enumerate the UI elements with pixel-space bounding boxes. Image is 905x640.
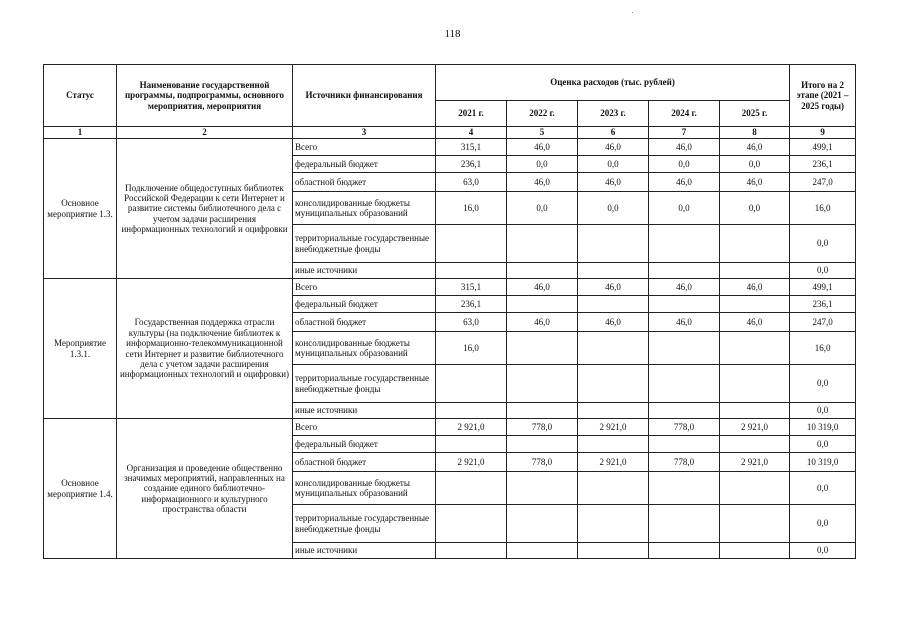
year-value-2024 [649, 263, 720, 279]
year-value-2022 [507, 472, 578, 505]
year-value-2021: 16,0 [436, 192, 507, 225]
year-value-2022: 0,0 [507, 192, 578, 225]
year-value-2022 [507, 436, 578, 453]
row-total: 0,0 [790, 403, 856, 419]
year-value-2024 [649, 332, 720, 365]
year-value-2021: 63,0 [436, 313, 507, 332]
year-value-2025 [720, 332, 790, 365]
year-value-2024 [649, 296, 720, 313]
year-value-2025: 46,0 [720, 313, 790, 332]
funding-source: консолидированные бюджеты муниципальных образований [293, 472, 436, 505]
year-value-2023: 2 921,0 [578, 453, 649, 472]
year-value-2023 [578, 332, 649, 365]
year-value-2023: 46,0 [578, 279, 649, 296]
year-value-2025: 46,0 [720, 173, 790, 192]
funding-source: федеральный бюджет [293, 156, 436, 173]
year-value-2022: 46,0 [507, 139, 578, 156]
column-number: 2 [117, 127, 293, 139]
funding-source: Всего [293, 419, 436, 436]
funding-source: территориальные государственные внебюджетные фонды [293, 365, 436, 403]
funding-source: консолидированные бюджеты муниципальных образований [293, 332, 436, 365]
year-value-2025: 2 921,0 [720, 419, 790, 436]
year-value-2025: 0,0 [720, 192, 790, 225]
funding-source: иные источники [293, 543, 436, 559]
year-value-2022 [507, 365, 578, 403]
table-row [44, 139, 856, 156]
year-value-2025 [720, 472, 790, 505]
year-value-2024 [649, 225, 720, 263]
header-total: Итого на 2 этапе (2021 – 2025 годы) [790, 65, 856, 127]
year-value-2025: 46,0 [720, 139, 790, 156]
year-value-2022: 0,0 [507, 156, 578, 173]
year-value-2023 [578, 543, 649, 559]
block-name: Подключение общедоступных библиотек Российской Федерации к сети Интернет и развитие системы библиотечного дела с учетом задачи расширения информационных технологий и оцифровки [117, 139, 293, 279]
year-value-2022: 46,0 [507, 279, 578, 296]
funding-source: областной бюджет [293, 313, 436, 332]
funding-source: иные источники [293, 403, 436, 419]
year-value-2024 [649, 472, 720, 505]
header-name: Наименование государственной программы, подпрограммы, основного мероприятия, мероприятия [117, 65, 293, 127]
year-value-2024: 0,0 [649, 156, 720, 173]
year-value-2025 [720, 263, 790, 279]
funding-source: Всего [293, 279, 436, 296]
funding-source: территориальные государственные внебюджетные фонды [293, 225, 436, 263]
header-sources: Источники финансирования [293, 65, 436, 127]
year-value-2021 [436, 365, 507, 403]
year-value-2021: 236,1 [436, 156, 507, 173]
year-value-2022 [507, 403, 578, 419]
table-row [44, 419, 856, 436]
year-value-2024 [649, 403, 720, 419]
column-number: 6 [578, 127, 649, 139]
row-total: 10 319,0 [790, 419, 856, 436]
year-value-2021 [436, 225, 507, 263]
column-number-row [44, 127, 856, 139]
budget-table [43, 64, 856, 559]
year-value-2022 [507, 332, 578, 365]
year-value-2022 [507, 296, 578, 313]
year-value-2023: 0,0 [578, 192, 649, 225]
funding-source: консолидированные бюджеты муниципальных образований [293, 192, 436, 225]
year-value-2021 [436, 505, 507, 543]
column-number: 3 [293, 127, 436, 139]
row-total: 236,1 [790, 156, 856, 173]
header-year-2024: 2024 г. [649, 101, 720, 127]
year-value-2021: 63,0 [436, 173, 507, 192]
row-total: 0,0 [790, 263, 856, 279]
page-number: 118 [444, 28, 461, 40]
year-value-2021 [436, 436, 507, 453]
block-status: Основное мероприятие 1.4. [44, 419, 117, 559]
header-year-2022: 2022 г. [507, 101, 578, 127]
year-value-2025: 46,0 [720, 279, 790, 296]
year-value-2021: 315,1 [436, 279, 507, 296]
header-status: Статус [44, 65, 117, 127]
year-value-2024: 778,0 [649, 453, 720, 472]
year-value-2022: 46,0 [507, 173, 578, 192]
year-value-2023: 46,0 [578, 173, 649, 192]
funding-source: областной бюджет [293, 173, 436, 192]
year-value-2024 [649, 365, 720, 403]
column-number: 8 [720, 127, 790, 139]
row-total: 247,0 [790, 313, 856, 332]
year-value-2023: 2 921,0 [578, 419, 649, 436]
year-value-2023 [578, 263, 649, 279]
funding-source: Всего [293, 139, 436, 156]
year-value-2021 [436, 403, 507, 419]
year-value-2025: 0,0 [720, 156, 790, 173]
funding-source: федеральный бюджет [293, 296, 436, 313]
year-value-2023 [578, 365, 649, 403]
block-status: Основное мероприятие 1.3. [44, 139, 117, 279]
scan-speck [632, 12, 633, 13]
year-value-2025 [720, 225, 790, 263]
block-name: Государственная поддержка отрасли культуры (на подключение библиотек к информационно-телекоммуникационной сети Интернет и развитие библиотечного дела с учетом задачи расширения информационных технологий и оцифровки) [117, 279, 293, 419]
year-value-2022: 778,0 [507, 419, 578, 436]
row-total: 16,0 [790, 192, 856, 225]
row-total: 247,0 [790, 173, 856, 192]
year-value-2021: 2 921,0 [436, 419, 507, 436]
funding-source: федеральный бюджет [293, 436, 436, 453]
row-total: 0,0 [790, 472, 856, 505]
header-estimate: Оценка расходов (тыс. рублей) [436, 65, 790, 101]
year-value-2024: 46,0 [649, 313, 720, 332]
year-value-2025: 2 921,0 [720, 453, 790, 472]
year-value-2023: 46,0 [578, 313, 649, 332]
year-value-2022: 778,0 [507, 453, 578, 472]
year-value-2023: 46,0 [578, 139, 649, 156]
year-value-2022 [507, 505, 578, 543]
year-value-2021: 16,0 [436, 332, 507, 365]
row-total: 236,1 [790, 296, 856, 313]
year-value-2023 [578, 436, 649, 453]
year-value-2021 [436, 263, 507, 279]
year-value-2025 [720, 365, 790, 403]
funding-source: иные источники [293, 263, 436, 279]
row-total: 0,0 [790, 543, 856, 559]
row-total: 0,0 [790, 436, 856, 453]
row-total: 16,0 [790, 332, 856, 365]
column-number: 5 [507, 127, 578, 139]
column-number: 9 [790, 127, 856, 139]
block-name: Организация и проведение общественно значимых мероприятий, направленных на создание единого библиотечно-информационного и культурного пространства области [117, 419, 293, 559]
header-year-2021: 2021 г. [436, 101, 507, 127]
year-value-2024: 0,0 [649, 192, 720, 225]
year-value-2023 [578, 225, 649, 263]
row-total: 0,0 [790, 365, 856, 403]
year-value-2021 [436, 543, 507, 559]
year-value-2022 [507, 225, 578, 263]
year-value-2022 [507, 543, 578, 559]
row-total: 499,1 [790, 279, 856, 296]
header-year-2025: 2025 г. [720, 101, 790, 127]
year-value-2021: 2 921,0 [436, 453, 507, 472]
year-value-2024: 46,0 [649, 279, 720, 296]
year-value-2023 [578, 472, 649, 505]
year-value-2023 [578, 505, 649, 543]
year-value-2025 [720, 436, 790, 453]
year-value-2024 [649, 436, 720, 453]
year-value-2024 [649, 543, 720, 559]
year-value-2023 [578, 403, 649, 419]
row-total: 0,0 [790, 225, 856, 263]
year-value-2025 [720, 505, 790, 543]
block-status: Мероприятие 1.3.1. [44, 279, 117, 419]
year-value-2021 [436, 472, 507, 505]
column-number: 4 [436, 127, 507, 139]
year-value-2024: 778,0 [649, 419, 720, 436]
year-value-2022 [507, 263, 578, 279]
year-value-2023: 0,0 [578, 156, 649, 173]
year-value-2025 [720, 403, 790, 419]
year-value-2025 [720, 296, 790, 313]
column-number: 1 [44, 127, 117, 139]
year-value-2023 [578, 296, 649, 313]
table-row [44, 279, 856, 296]
row-total: 499,1 [790, 139, 856, 156]
year-value-2021: 236,1 [436, 296, 507, 313]
row-total: 10 319,0 [790, 453, 856, 472]
funding-source: областной бюджет [293, 453, 436, 472]
year-value-2021: 315,1 [436, 139, 507, 156]
row-total: 0,0 [790, 505, 856, 543]
year-value-2022: 46,0 [507, 313, 578, 332]
year-value-2024: 46,0 [649, 173, 720, 192]
year-value-2024: 46,0 [649, 139, 720, 156]
year-value-2025 [720, 543, 790, 559]
column-number: 7 [649, 127, 720, 139]
header-year-2023: 2023 г. [578, 101, 649, 127]
year-value-2024 [649, 505, 720, 543]
funding-source: территориальные государственные внебюджетные фонды [293, 505, 436, 543]
